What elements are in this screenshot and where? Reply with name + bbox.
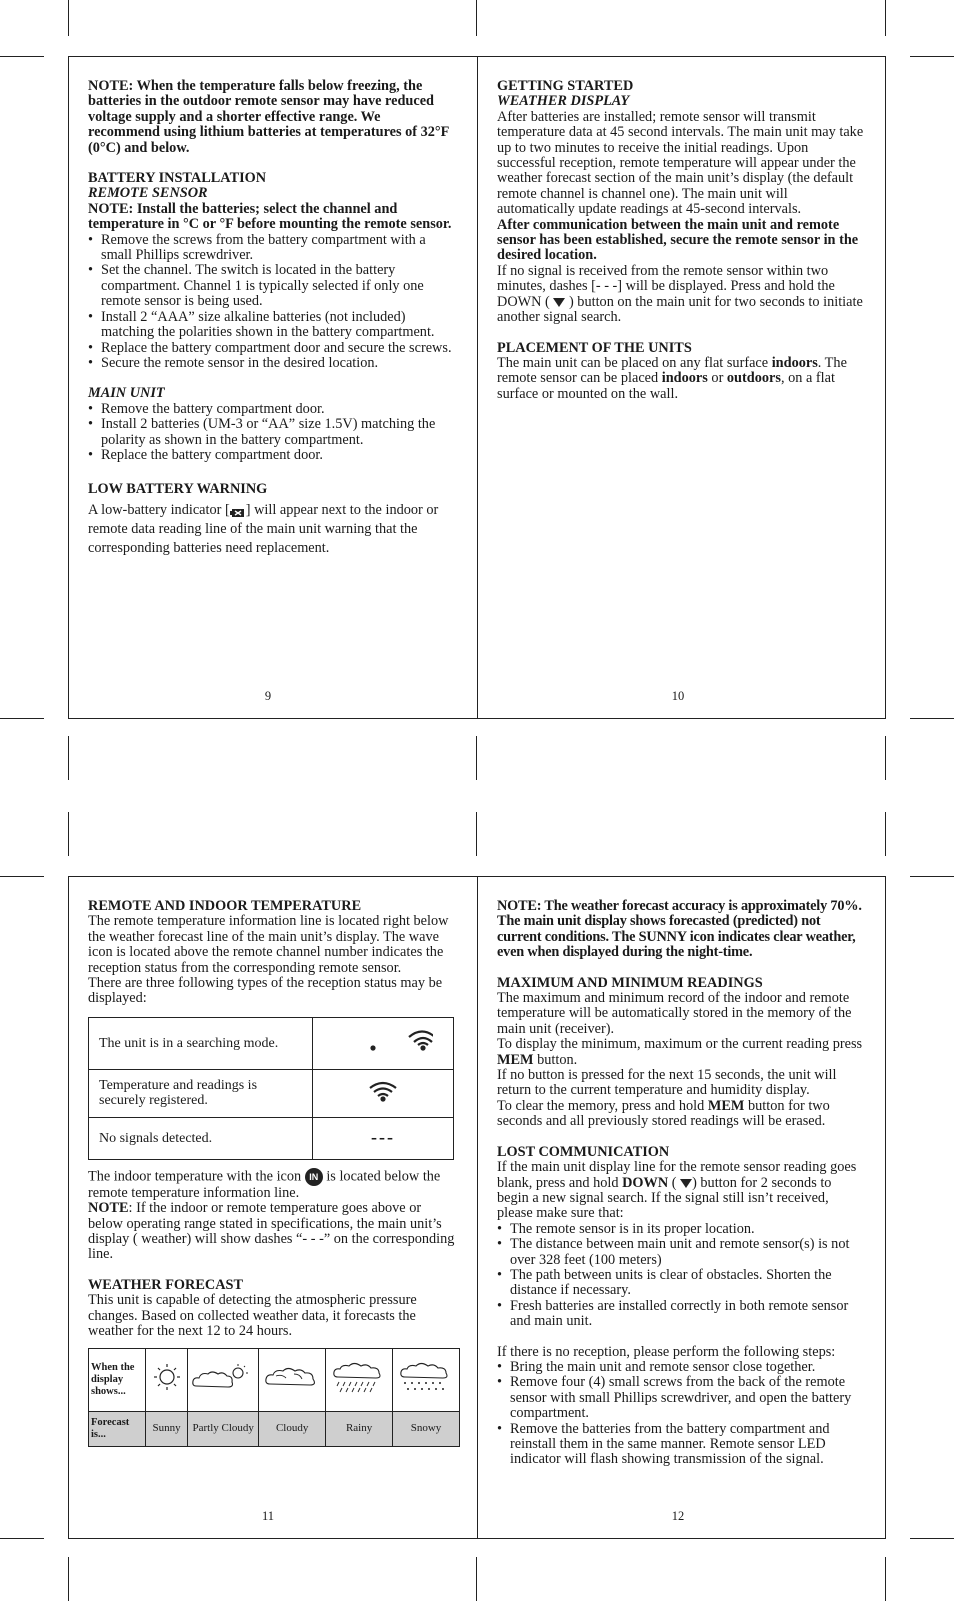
battery-installation-heading: BATTERY INSTALLATION [88, 170, 267, 187]
low-battery-heading: LOW BATTERY WARNING [88, 481, 268, 498]
secure-sensor-note: After communication between the main unit and remote sensor has been established, secure the remote sensor in the desired location. [497, 216, 859, 264]
snowy-icon [393, 1348, 460, 1411]
crop-mark [885, 736, 886, 780]
note-text: : If the indoor or remote temperature goes above or below operating range stated in specifications, the main unit’s display ( weather) will show dashes “- - -” on the corresponding line. [88, 1200, 455, 1263]
lost-text-post: ) button for 2 seconds to begin a new signal search. If the signal still isn’t received, please make sure that: [497, 1174, 832, 1222]
steps-intro: If there is no reception, please perform the following steps: [497, 1343, 836, 1360]
signal-searching-icon [313, 1017, 454, 1069]
crop-mark [68, 736, 69, 780]
reception-status-intro: There are three following types of the reception status may be displayed: [88, 975, 443, 1007]
max-min-para-2 [497, 1037, 865, 1068]
weather-display-subheading: WEATHER DISPLAY [497, 93, 630, 110]
remote-indoor-temp-heading: REMOTE AND INDOOR TEMPERATURE [88, 898, 362, 914]
dashes-icon [313, 1117, 454, 1159]
list-item: • Install 2 “AAA” size alkaline batteries (not included) matching the polarities shown in the battery compartment. [88, 310, 456, 341]
page-12 [497, 899, 865, 1468]
table-row [89, 1348, 460, 1411]
no-signal-text-pre: If no signal is received from the remote sensor within two minutes, dashes [- - -] will be displayed. Press and hold the DOWN ( [497, 262, 835, 310]
list-item: • Fresh batteries are installed correctly in both remote sensor and main unit. [497, 1299, 865, 1330]
max-min-4-post: button for two seconds and all previously stored readings will be erased. [497, 1097, 830, 1130]
list-item: • Remove four (4) small screws from the back of the remote sensor with small Phillips screwdriver, and open the battery compartment. [497, 1375, 865, 1421]
page-9 [88, 79, 456, 558]
indoor-text-post: is located below the remote temperature information line. [88, 1168, 441, 1201]
list-item: • Install 2 batteries (UM-3 or “AA” size 1.5V) matching the polarity as shown in the battery compartment. [88, 417, 456, 448]
no-signal-para [497, 264, 865, 326]
list-item: • The remote sensor is in its proper location. [497, 1222, 865, 1237]
sunny-icon [146, 1348, 188, 1411]
max-min-para-1: The maximum and minimum record of the indoor and remote temperature will be automatically stored in the memory of the main unit (receiver). [497, 990, 852, 1037]
range-note [88, 1201, 456, 1263]
list-item: • Remove the battery compartment door. [88, 402, 456, 417]
placement-indoors-2: indoors [661, 370, 708, 387]
list-item: • Remove the screws from the battery compartment with a small Phillips screwdriver. [88, 233, 456, 264]
page-divider [477, 57, 478, 718]
crop-mark [910, 1538, 954, 1539]
remote-temp-para: The remote temperature information line is located right below the weather forecast line of the main unit’s display. The wave icon is located above the remote channel number indicates the reception status from the corresponding remote sensor. [88, 913, 449, 976]
forecast-label: Sunny [146, 1411, 188, 1446]
page-number: 11 [261, 1509, 275, 1523]
list-item: • Replace the battery compartment door. [88, 448, 456, 463]
page-number: 12 [671, 1509, 685, 1523]
forecast-table [88, 1348, 460, 1447]
forecast-label: Snowy [393, 1411, 460, 1446]
placement-text-1: The main unit can be placed on any flat surface [497, 354, 772, 371]
dashes-text: --- [371, 1126, 395, 1147]
steps-list [497, 1360, 865, 1468]
low-battery-icon [230, 505, 246, 515]
signal-registered-icon [313, 1069, 454, 1117]
list-item: • Remove the batteries from the battery compartment and reinstall them in the same manner. Remote sensor LED indicator will flash showing transmission of the signal. [497, 1422, 865, 1468]
status-text: No signals detected. [89, 1117, 313, 1159]
page-divider [477, 877, 478, 1538]
crop-mark [0, 1538, 44, 1539]
crop-mark [0, 56, 44, 57]
indoor-text-pre: The indoor temperature with the icon [88, 1168, 305, 1185]
lost-communication-para [497, 1160, 865, 1222]
indoor-temp-para [88, 1168, 456, 1201]
page-number: 9 [264, 689, 272, 703]
max-min-heading: MAXIMUM AND MINIMUM READINGS [497, 974, 763, 991]
page-11 [88, 899, 456, 1447]
crop-mark [476, 1557, 477, 1601]
max-min-para-3: If no button is pressed for the next 15 seconds, the unit will return to the current temperature and humidity display. [497, 1067, 837, 1099]
weather-forecast-heading: WEATHER FORECAST [88, 1276, 244, 1293]
max-min-2-pre: To display the minimum, maximum or the current reading press [497, 1036, 863, 1053]
crop-mark [910, 718, 954, 719]
crop-mark [910, 876, 954, 877]
placement-heading: PLACEMENT OF THE UNITS [497, 339, 692, 356]
forecast-label: Partly Cloudy [188, 1411, 259, 1446]
crop-mark [68, 0, 69, 36]
rainy-icon [326, 1348, 393, 1411]
placement-text-3: , on a flat surface or mounted on the wall. [497, 370, 835, 402]
check-list [497, 1222, 865, 1330]
list-item: • The path between units is clear of obstacles. Shorten the distance if necessary. [497, 1268, 865, 1299]
crop-mark [0, 876, 44, 877]
lost-text-pre: If the main unit display line for the remote sensor reading goes blank, press and hold [497, 1159, 857, 1191]
getting-started-heading: GETTING STARTED [497, 78, 634, 94]
main-unit-subheading: MAIN UNIT [88, 385, 165, 402]
placement-or: or [707, 370, 727, 387]
forecast-accuracy-note: NOTE: The weather forecast accuracy is approximately 70%. The main unit display shows forecasted (predicted) not current conditions. The SUNNY icon indicates clear weather, even when displayed during the night-time. [497, 898, 862, 961]
list-item: • Bring the main unit and remote sensor close together. [497, 1360, 865, 1375]
down-arrow-icon [553, 298, 565, 307]
placement-indoors: indoors [771, 354, 818, 371]
max-min-4-pre: To clear the memory, press and hold [497, 1097, 708, 1114]
remote-sensor-steps [88, 233, 456, 372]
sheet-pages-9-10 [68, 56, 886, 719]
crop-mark [0, 718, 44, 719]
list-item: • Set the channel. The switch is located in the battery compartment. Channel 1 is typically selected if only one remote sensor is being used. [88, 263, 456, 309]
crop-mark [885, 1557, 886, 1601]
reception-status-table [88, 1017, 454, 1160]
table-row [89, 1069, 454, 1117]
crop-mark [476, 812, 477, 856]
crop-mark [476, 736, 477, 780]
forecast-label: Rainy [326, 1411, 393, 1446]
cloudy-icon [259, 1348, 326, 1411]
crop-mark [885, 812, 886, 856]
weather-display-para: After batteries are installed; remote sensor will transmit temperature data at 45 second intervals. The main unit may take up to two minutes to receive the initial readings. Upon successful reception, remote temperature will appear under the weather forecast section of the main unit’s display (the default remote channel is channel one). The main unit will automatically update readings at 45-second intervals. [497, 108, 864, 218]
placement-text-2: . The remote sensor can be placed [497, 354, 847, 387]
table-row [89, 1117, 454, 1159]
main-unit-steps [88, 402, 456, 464]
freezing-note: NOTE: When the temperature falls below freezing, the batteries in the outdoor remote sensor may have reduced voltage supply and a shorter effective range. We recommend using lithium batteries at temperatures of 32°F (0°C) and below. [88, 78, 449, 156]
max-min-para-4 [497, 1099, 865, 1130]
list-item: • Replace the battery compartment door and secure the screws. [88, 341, 456, 356]
list-item: • Secure the remote sensor in the desired location. [88, 356, 456, 371]
lost-communication-heading: LOST COMMUNICATION [497, 1143, 670, 1160]
low-battery-text-pre: A low-battery indicator [ [88, 501, 230, 518]
crop-mark [885, 0, 886, 36]
mem-label: MEM [707, 1097, 745, 1114]
placement-text [497, 356, 865, 402]
partly-cloudy-icon [188, 1348, 259, 1411]
max-min-2-post: button. [533, 1051, 578, 1068]
list-item: • The distance between main unit and remote sensor(s) is not over 328 feet (100 meters) [497, 1237, 865, 1268]
lost-text-mid: ( [668, 1174, 677, 1191]
status-text: The unit is in a searching mode. [89, 1017, 313, 1069]
down-arrow-icon [680, 1179, 692, 1188]
no-signal-text-post: ) button on the main unit for two seconds to initiate another signal search. [497, 293, 863, 326]
sheet-pages-11-12 [68, 876, 886, 1539]
crop-mark [68, 812, 69, 856]
forecast-label: Cloudy [259, 1411, 326, 1446]
page-number: 10 [671, 689, 685, 703]
crop-mark [68, 1557, 69, 1601]
indoor-in-icon: IN [305, 1168, 323, 1186]
down-label: DOWN [622, 1174, 669, 1191]
table-row [89, 1017, 454, 1069]
weather-forecast-para: This unit is capable of detecting the atmospheric pressure changes. Based on collected weather data, it forecasts the weather for the next 12 to 24 hours. [88, 1292, 417, 1340]
crop-mark [910, 56, 954, 57]
note-label: NOTE [88, 1200, 129, 1217]
crop-mark [476, 0, 477, 36]
page-10 [497, 79, 865, 402]
status-text: Temperature and readings is securely registered. [89, 1069, 313, 1117]
placement-outdoors: outdoors [726, 370, 781, 387]
forecast-row-label: When the display shows... [89, 1348, 146, 1411]
forecast-row-label: Forecast is... [89, 1411, 146, 1446]
remote-sensor-note: NOTE: Install the batteries; select the channel and temperature in °C or °F before mounting the remote sensor. [88, 200, 452, 233]
remote-sensor-subheading: REMOTE SENSOR [88, 185, 208, 202]
mem-label: MEM [497, 1051, 534, 1068]
table-row [89, 1411, 460, 1446]
low-battery-text [88, 501, 456, 558]
low-battery-text-post: ] will appear next to the indoor or remote data reading line of the main unit warning that the corresponding batteries need replacement. [88, 501, 439, 556]
